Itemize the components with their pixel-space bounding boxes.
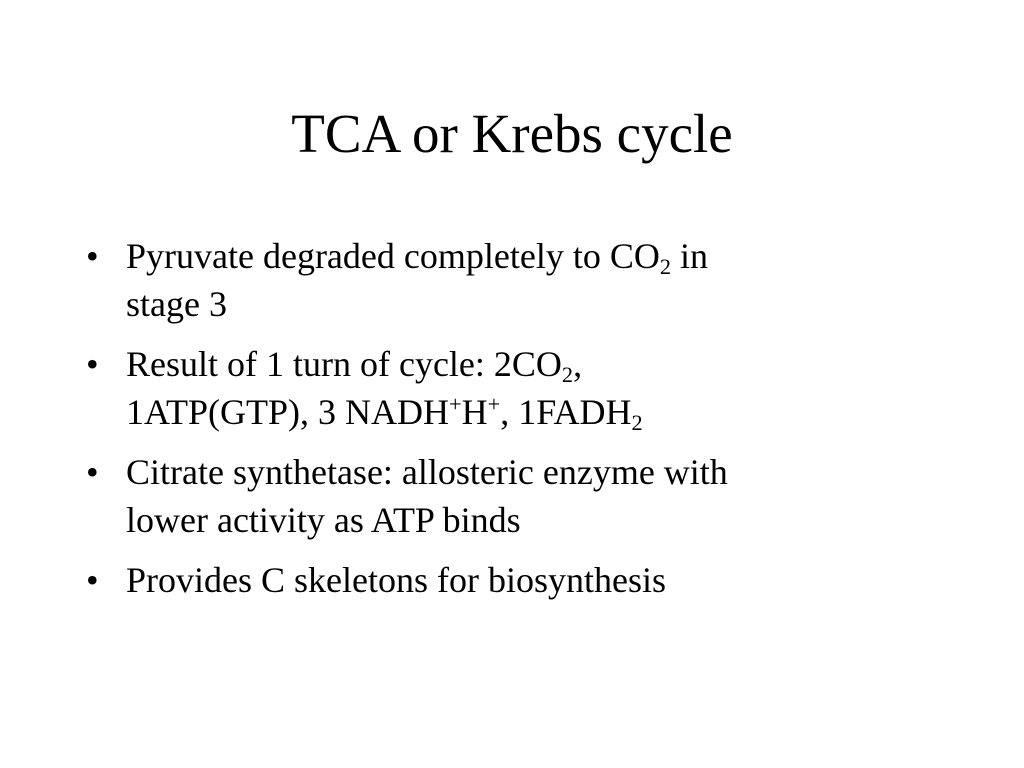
bullet-item [86, 448, 946, 544]
bullet-icon: • [86, 236, 99, 276]
bullet-icon: • [86, 560, 99, 600]
bullet-icon: • [86, 344, 99, 384]
superscript-text: + [449, 391, 462, 417]
bullet-item [86, 232, 946, 328]
bullet-text: Provides C skeletons for biosynthesis [126, 560, 666, 600]
subscript-text: 2 [659, 254, 672, 280]
subscript-text: 2 [631, 410, 643, 436]
bullet-icon: • [86, 452, 99, 492]
bullet-text: Result of 1 turn of cycle: $2CO_2$, 1ATP(GTP), 3 NADH+H+, $1FADH_2$ [126, 344, 643, 436]
superscript-text: + [487, 391, 501, 417]
bullet-item [86, 556, 946, 604]
subscript-text: 2 [561, 362, 574, 388]
bullet-item [86, 340, 946, 436]
bullet-text: Citrate synthetase: allosteric enzyme with lower activity as ATP binds [126, 452, 728, 540]
slide-title: TCA or Krebs cycle [291, 103, 733, 164]
bullet-list [86, 232, 946, 616]
bullet-text: Pyruvate degraded completely to $CO_2$ in stage 3 [126, 236, 709, 324]
